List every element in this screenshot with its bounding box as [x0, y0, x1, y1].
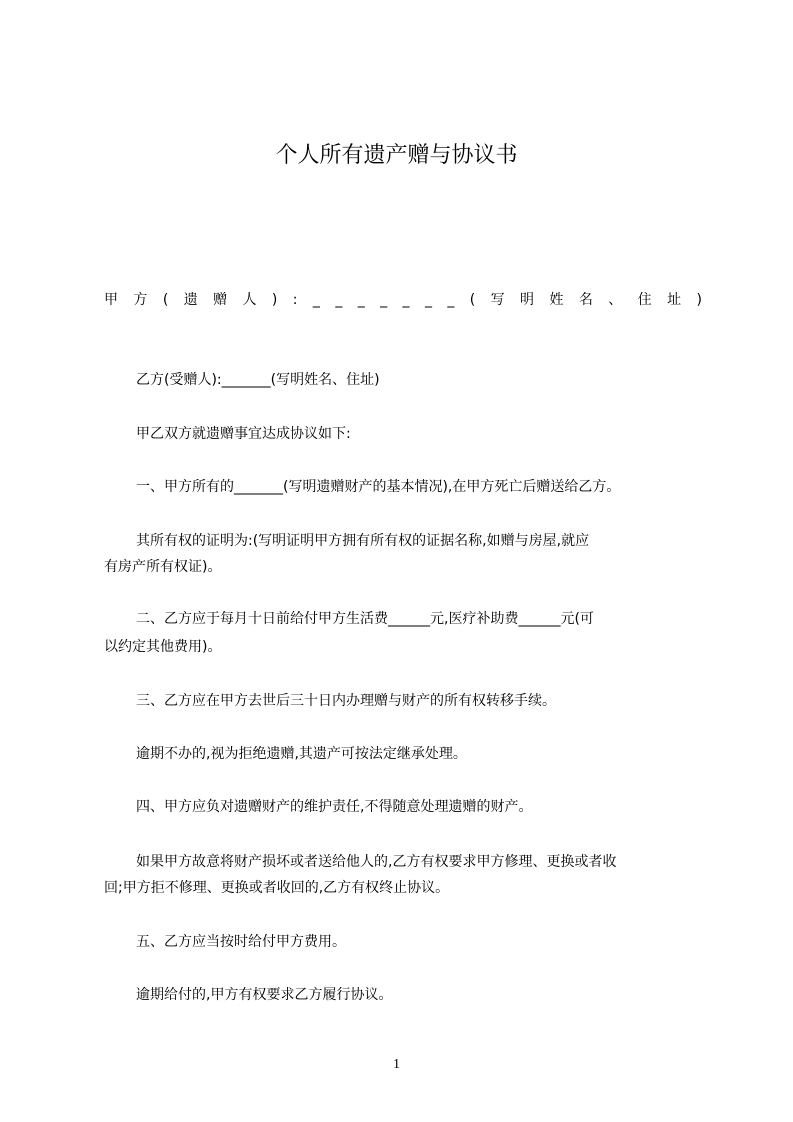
- party-a-char: 甲: [104, 292, 118, 308]
- party-a-char: :: [292, 292, 298, 308]
- clause-1: 一、甲方所有的_______(写明遗赠财产的基本情况),在甲方死亡后赠送给乙方。: [136, 479, 621, 495]
- party-a-char: _: [335, 292, 343, 308]
- party-a-char: _: [447, 292, 455, 308]
- party-a-char: 赠: [213, 292, 228, 308]
- agreement-intro: 甲乙双方就遗赠事宜达成协议如下:: [136, 426, 351, 442]
- party-a-char: 、: [608, 292, 623, 308]
- clause-2: 二、乙方应于每月十日前给付甲方生活费______元,医疗补助费______元(可: [136, 611, 594, 627]
- clause-5-note: 逾期给付的,甲方有权要求乙方履行协议。: [136, 987, 393, 1003]
- clause-4-note: 如果甲方故意将财产损坏或者送给他人的,乙方有权要求甲方修理、更换或者收: [136, 854, 617, 870]
- party-a-char: _: [380, 292, 388, 308]
- party-a-char: 人: [242, 292, 257, 308]
- clause-5: 五、乙方应当按时给付甲方费用。: [136, 934, 346, 950]
- party-a-char: (: [469, 292, 476, 308]
- page-number: 1: [393, 1057, 400, 1072]
- party-a-char: ): [271, 292, 278, 308]
- party-a-char: 明: [520, 292, 535, 308]
- party-a-char: _: [402, 292, 410, 308]
- party-b-line: 乙方(受赠人):_______(写明姓名、住址): [136, 372, 380, 388]
- party-a-char: 方: [133, 292, 148, 308]
- clause-1-proof-cont: 有房产所有权证)。: [104, 559, 222, 575]
- document-title: 个人所有遗产赠与协议书: [275, 143, 518, 168]
- party-a-char: 遗: [183, 292, 198, 308]
- party-a-char: _: [424, 292, 432, 308]
- clause-4: 四、甲方应负对遗赠财产的维护责任,不得随意处理遗赠的财产。: [136, 799, 533, 815]
- party-a-char: _: [312, 292, 320, 308]
- party-a-char: 住: [637, 292, 652, 308]
- party-a-char: _: [357, 292, 365, 308]
- clause-3-note: 逾期不办的,视为拒绝遗赠,其遗产可按法定继承处理。: [136, 746, 467, 762]
- clause-1-proof: 其所有权的证明为:(写明证明甲方拥有所有权的证据名称,如赠与房屋,就应: [136, 533, 590, 549]
- clause-3: 三、乙方应在甲方去世后三十日内办理赠与财产的所有权转移手续。: [136, 693, 556, 709]
- party-a-char: (: [162, 292, 169, 308]
- party-a-char: 址: [667, 292, 682, 308]
- clause-2-cont: 以约定其他费用)。: [104, 639, 222, 655]
- party-a-char: ): [696, 292, 702, 308]
- clause-4-note-cont: 回;甲方拒不修理、更换或者收回的,乙方有权终止协议。: [104, 880, 450, 896]
- party-a-char: 姓: [549, 292, 564, 308]
- party-a-line: [104, 284, 702, 316]
- party-a-char: 写: [490, 292, 505, 308]
- party-a-char: 名: [578, 292, 593, 308]
